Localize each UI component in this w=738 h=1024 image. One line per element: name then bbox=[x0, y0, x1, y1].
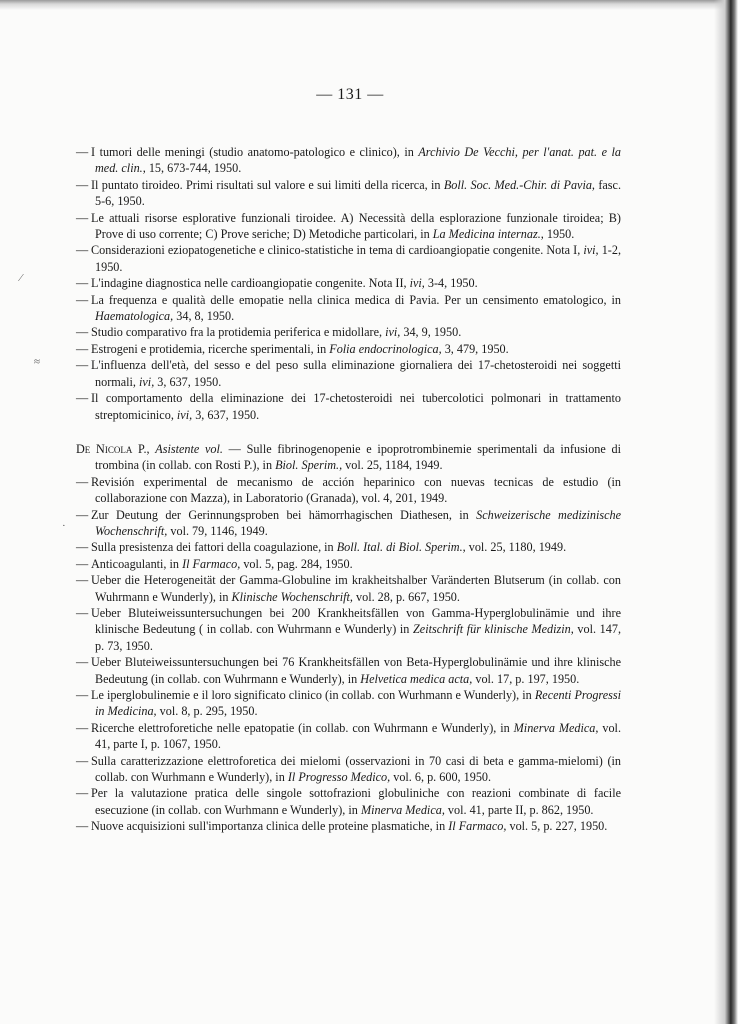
entry-text: L'influenza dell'età, del sesso e del peso sulla eliminazione giornaliera dei 17-chetosteroidi nei soggetti normali, bbox=[91, 358, 621, 389]
entry-dash: — bbox=[76, 720, 89, 735]
entry-text: Anticoagulanti, in bbox=[91, 556, 183, 571]
bibliography-entry bbox=[76, 818, 621, 834]
entry-details: 34, 8, 1950. bbox=[173, 309, 235, 324]
entry-journal: Zeitschrift für klinische Medizin, bbox=[413, 622, 574, 637]
scan-top-edge bbox=[0, 0, 738, 10]
bibliography-entry bbox=[76, 144, 621, 177]
entry-dash: — bbox=[76, 210, 89, 225]
entry-dash: — bbox=[76, 391, 89, 406]
entry-details: vol. 5, p. 227, 1950. bbox=[506, 819, 608, 834]
entry-details: 3, 637, 1950. bbox=[154, 374, 222, 389]
bibliography-entry bbox=[76, 210, 621, 243]
margin-mark: · bbox=[62, 520, 66, 532]
entry-journal: Boll. Ital. di Biol. Sperim., bbox=[336, 540, 466, 555]
bibliography-entry bbox=[76, 785, 621, 818]
entry-journal: ivi, bbox=[139, 374, 155, 389]
entry-dash: — bbox=[76, 573, 89, 588]
entry-text: Nuove acquisizioni sull'importanza clinica delle proteine plasmatiche, in bbox=[91, 819, 449, 834]
entry-dash: — bbox=[76, 358, 89, 373]
entry-dash: — bbox=[76, 474, 89, 489]
entry-dash: — bbox=[76, 243, 89, 258]
entry-details: vol. 25, 1180, 1949. bbox=[465, 540, 567, 555]
entry-text: Sulla presistenza dei fattori della coagulazione, in bbox=[91, 540, 337, 555]
entry-text: Zur Deutung der Gerinnungsproben bei hämorrhagischen Diathesen, in bbox=[91, 507, 477, 522]
entry-journal: ivi, bbox=[176, 407, 193, 422]
bibliography-entry bbox=[76, 753, 621, 786]
entry-dash: — bbox=[76, 325, 89, 340]
entry-text: Ueber die Heterogeneität der Gamma-Globuline im krakheitshalber Varänderten Blutserum (in collab. con Wuhrmann e Wunderly), in bbox=[91, 573, 621, 604]
entry-text: Le iperglobulinemie e il loro significato clinico (in collab. con Wurhmann e Wunderly), in bbox=[91, 688, 535, 702]
bibliography-entry bbox=[76, 654, 621, 687]
entry-journal: Il Farmaco, bbox=[182, 556, 241, 571]
bibliography-entry bbox=[76, 474, 621, 507]
bibliography-entry bbox=[76, 341, 621, 357]
bibliography-entry bbox=[76, 556, 621, 572]
entry-text: Ricerche elettroforetiche nelle epatopatie (in collab. con Wuhrmann e Wunderly), in bbox=[91, 720, 514, 735]
author-name: De Nicola P., bbox=[76, 441, 150, 456]
entry-journal: ivi, bbox=[385, 325, 401, 340]
entry-dash: — bbox=[76, 786, 89, 801]
bibliography-entry bbox=[76, 292, 621, 325]
entry-dash: — bbox=[76, 655, 89, 670]
entry-dash: — bbox=[76, 605, 89, 620]
entry-dash: — bbox=[76, 688, 89, 702]
bibliography-entry bbox=[76, 357, 621, 390]
entry-text: I tumori delle meningi (studio anatomo-patologico e clinico), in bbox=[91, 145, 419, 159]
entry-details: 1-2, 1950. bbox=[95, 243, 621, 274]
author-entry bbox=[76, 441, 621, 474]
entry-journal: ivi, bbox=[409, 276, 425, 291]
entry-details: vol. 6, p. 600, 1950. bbox=[390, 770, 492, 785]
bibliography-section-1 bbox=[76, 144, 621, 423]
entry-dash: — bbox=[76, 276, 89, 291]
bibliography-entry bbox=[76, 539, 621, 555]
entry-journal: La Medicina internaz., bbox=[432, 227, 544, 242]
bibliography-entry bbox=[76, 390, 621, 423]
entry-details: vol. 79, 1146, 1949. bbox=[167, 523, 268, 538]
bibliography-entry bbox=[76, 177, 621, 210]
entry-journal: Schweizerische medizinische Wochenschrift, bbox=[95, 507, 621, 538]
entry-details: 34, 9, 1950. bbox=[400, 325, 462, 340]
entry-dash: — bbox=[76, 292, 89, 307]
scan-binding-edge bbox=[714, 0, 738, 1024]
bibliography-entry bbox=[76, 572, 621, 605]
entry-dash: — bbox=[76, 177, 89, 192]
entry-details: 3, 637, 1950. bbox=[192, 407, 260, 422]
bibliography-entry bbox=[76, 275, 621, 291]
entry-text: Ueber Bluteiweissuntersuchungen bei 200 Krankheitsfällen von Gamma-Hyperglobulinämie und ihre klinische Bedeutung ( in collab. con Wuhrmann e Wunderly) in bbox=[91, 605, 621, 637]
entry-details: vol. 41, parte II, p. 862, 1950. bbox=[444, 802, 594, 817]
author-role: Asistente vol. bbox=[155, 441, 223, 456]
entry-text: L'indagine diagnostica nelle cardioangiopatie congenite. Nota II, bbox=[91, 276, 410, 291]
entry-journal: Boll. Soc. Med.-Chir. di Pavia, bbox=[443, 177, 595, 192]
entry-text: Il comportamento della eliminazione dei 17-chetosteroidi nei tubercolotici polmonari in trattamento streptomicinico, bbox=[91, 391, 621, 422]
page-number: — 131 — bbox=[316, 86, 384, 103]
bibliography-entry bbox=[76, 242, 621, 275]
entry-text: Estrogeni e protidemia, ricerche sperimentali, in bbox=[91, 341, 330, 356]
bibliography bbox=[76, 144, 621, 835]
entry-dash: — bbox=[76, 145, 89, 159]
bibliography-entry bbox=[76, 720, 621, 753]
entry-journal: Recenti Progressi in Medicina, bbox=[95, 688, 621, 719]
entry-text: Studio comparativo fra la protidemia periferica e midollare, bbox=[91, 325, 386, 340]
entry-dash: — bbox=[76, 540, 89, 555]
entry-dash: — bbox=[76, 819, 89, 834]
entry-journal: Minerva Medica, bbox=[513, 720, 599, 735]
entry-details: 3, 479, 1950. bbox=[441, 341, 509, 356]
margin-mark: ⁄ bbox=[20, 272, 22, 284]
entry-details: vol. 41, parte I, p. 1067, 1950. bbox=[95, 720, 621, 752]
entry-text: Per la valutazione pratica delle singole sottofrazioni globuliniche con reazioni combinate di facile esecuzione (in collab. con Wurhmann e Wunderly), in bbox=[91, 786, 621, 817]
entry-text: Sulla caratterizzazione elettroforetica dei mielomi (osservazioni in 70 casi di beta e gamma-mielomi) (in collab. con Wurhmann e Wunderly), in bbox=[91, 753, 621, 785]
entry-dash: — bbox=[76, 556, 89, 571]
entry-details: 15, 673-744, 1950. bbox=[145, 161, 242, 176]
entry-text: Ueber Bluteiweissuntersuchungen bei 76 Krankheitsfällen von Beta-Hyperglobulinämie und ihre klinische Bedeutung (in collab. con Wuhrmann e Wunderly), in bbox=[91, 655, 621, 686]
entry-journal: Minerva Medica, bbox=[360, 802, 445, 817]
entry-details: fasc. 5-6, 1950. bbox=[95, 177, 621, 209]
bibliography-entry bbox=[76, 687, 621, 720]
entry-text: Revisión experimental de mecanismo de acción heparinico con nuevas tecnicas de estudio (in collaborazione con Mazza), in Laboratorio (Granada), vol. 4, 201, 1949. bbox=[91, 474, 621, 506]
entry-journal: Il Progresso Medico, bbox=[287, 770, 391, 785]
entry-dash: — bbox=[76, 507, 89, 522]
entry-journal: Il Farmaco, bbox=[448, 819, 507, 834]
author-entry-text: — Sulle fibrinogenopenie e ipoprotrombinemie sperimentali da infusione di trombina (in collab. con Rosti P.), in bbox=[95, 441, 621, 473]
entry-journal: Archivio De Vecchi, per l'anat. pat. e la med. clin., bbox=[95, 145, 621, 176]
entry-text: Considerazioni eziopatogenetiche e clinico-statistiche in tema di cardioangiopatie congenite. Nota I, bbox=[91, 243, 584, 258]
entry-dash: — bbox=[76, 753, 89, 768]
entry-details: 3-4, 1950. bbox=[424, 276, 478, 291]
entry-journal: Haematologica, bbox=[95, 309, 174, 324]
bibliography-entry bbox=[76, 324, 621, 340]
entry-details: vol. 28, p. 667, 1950. bbox=[352, 589, 460, 604]
entry-text: La frequenza e qualità delle emopatie nella clinica medica di Pavia. Per un censimento ematologico, in bbox=[91, 292, 621, 307]
entry-details: 1950. bbox=[543, 227, 575, 242]
entry-journal: Klinische Wochenschrift, bbox=[231, 589, 353, 604]
entry-details: vol. 17, p. 197, 1950. bbox=[472, 671, 580, 686]
entry-text: Le attuali risorse esplorative funzionali tiroidee. A) Necessità della esplorazione funzionale tiroidea; B) Prove di uso corrente; C) Prove seriche; D) Metodiche particolari, in bbox=[91, 210, 621, 242]
margin-mark: ≈ bbox=[34, 356, 41, 368]
entry-journal: ivi, bbox=[583, 243, 599, 258]
author-entry-journal: Biol. Sperim., bbox=[275, 458, 343, 473]
bibliography-entry bbox=[76, 605, 621, 654]
bibliography-entry bbox=[76, 507, 621, 540]
entry-dash: — bbox=[76, 341, 89, 356]
entry-text: Il puntato tiroideo. Primi risultati sul valore e sui limiti della ricerca, in bbox=[91, 177, 444, 192]
entry-journal: Helvetica medica acta, bbox=[360, 671, 473, 686]
entry-journal: Folia endocrinologica, bbox=[329, 341, 442, 356]
author-entry-details: vol. 25, 1184, 1949. bbox=[342, 458, 443, 473]
bibliography-section-2 bbox=[76, 474, 621, 835]
entry-details: vol. 8, p. 295, 1950. bbox=[156, 704, 258, 719]
entry-details: vol. 147, p. 73, 1950. bbox=[95, 622, 621, 653]
entry-details: vol. 5, pag. 284, 1950. bbox=[240, 556, 353, 571]
